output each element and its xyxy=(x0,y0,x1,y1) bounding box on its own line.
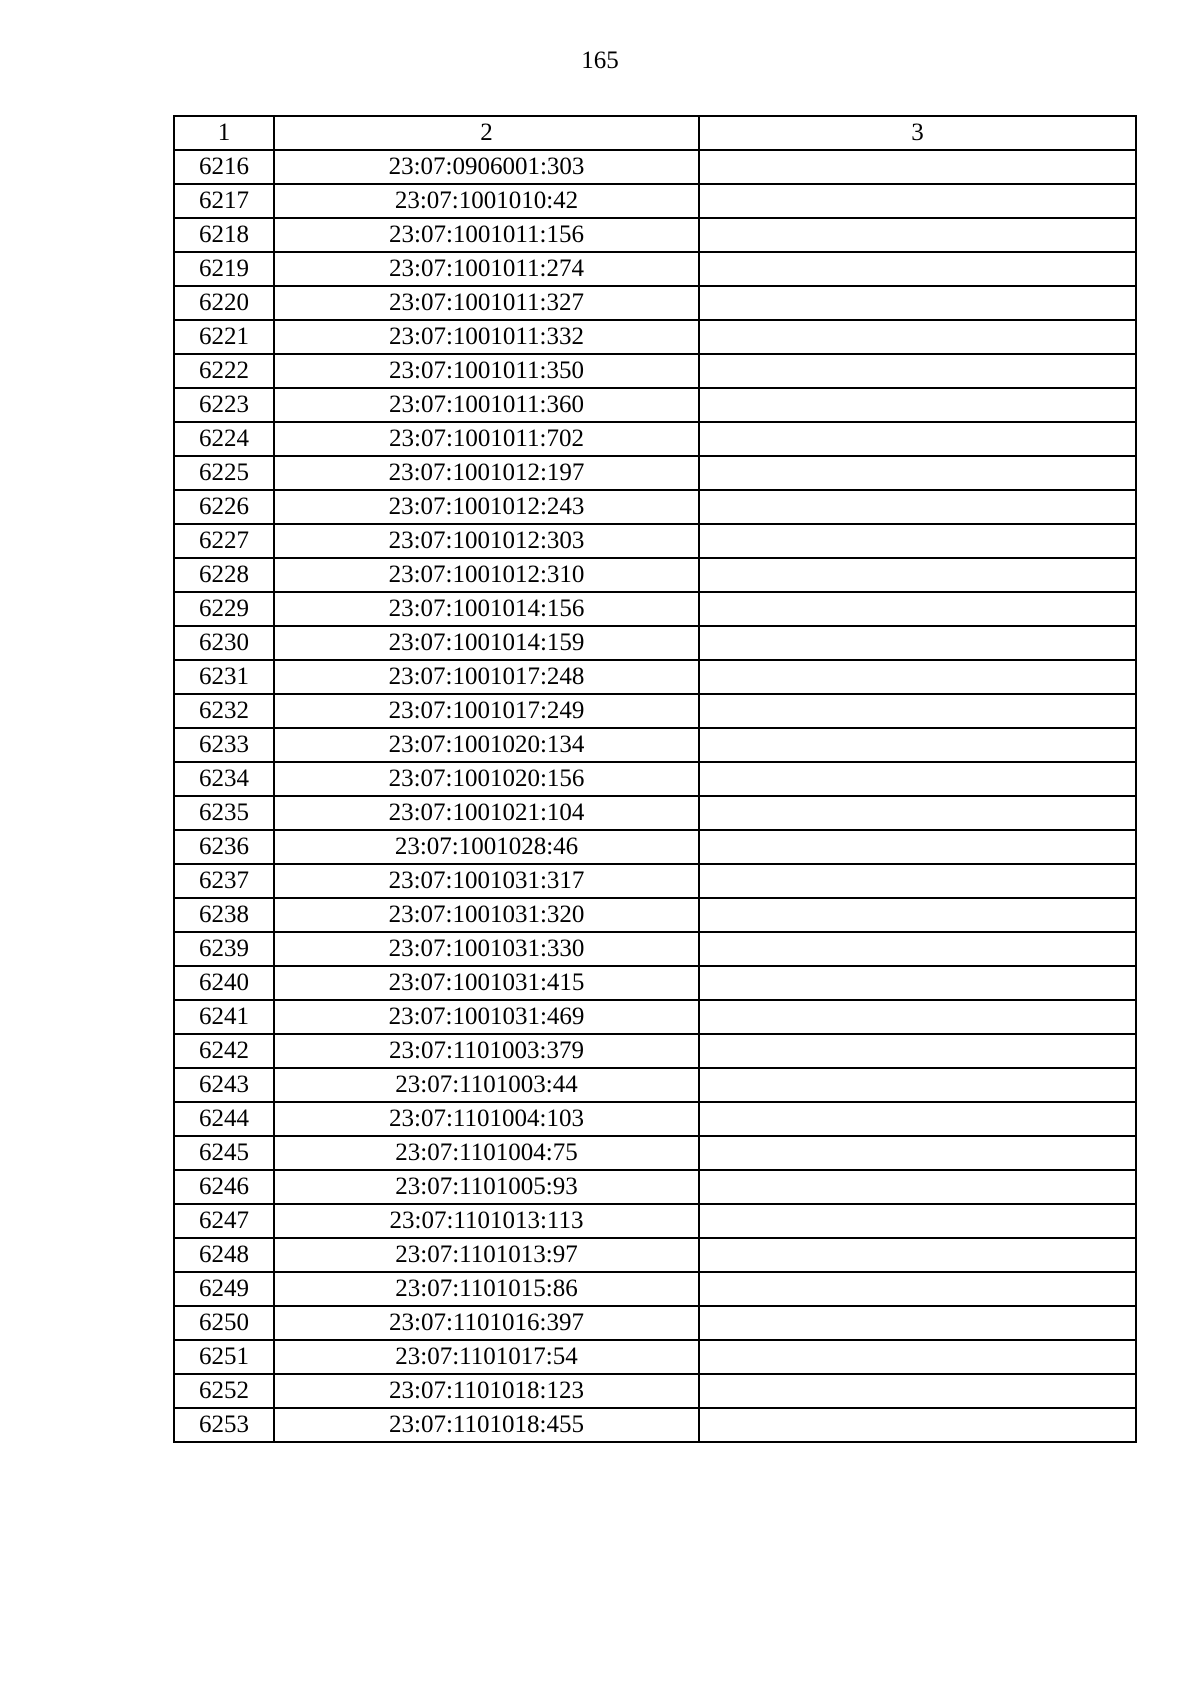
table-row xyxy=(174,1102,1136,1136)
note-cell xyxy=(699,286,1136,320)
note-cell xyxy=(699,558,1136,592)
cadastral-number-cell: 23:07:1001028:46 xyxy=(274,830,699,864)
cadastral-number-cell: 23:07:1001014:159 xyxy=(274,626,699,660)
table-row xyxy=(174,1034,1136,1068)
cadastral-number-cell: 23:07:1001011:332 xyxy=(274,320,699,354)
table-row xyxy=(174,660,1136,694)
cadastral-number-cell: 23:07:1001031:320 xyxy=(274,898,699,932)
row-number-cell: 6233 xyxy=(174,728,274,762)
column-header-2: 2 xyxy=(274,116,699,150)
cadastral-number-cell: 23:07:1101016:397 xyxy=(274,1306,699,1340)
cadastral-number-cell: 23:07:1101013:113 xyxy=(274,1204,699,1238)
row-number-cell: 6223 xyxy=(174,388,274,422)
table-row xyxy=(174,150,1136,184)
table-row xyxy=(174,762,1136,796)
cadastral-number-cell: 23:07:1001011:702 xyxy=(274,422,699,456)
note-cell xyxy=(699,966,1136,1000)
table-row xyxy=(174,932,1136,966)
note-cell xyxy=(699,1170,1136,1204)
row-number-cell: 6229 xyxy=(174,592,274,626)
row-number-cell: 6230 xyxy=(174,626,274,660)
row-number-cell: 6228 xyxy=(174,558,274,592)
note-cell xyxy=(699,320,1136,354)
note-cell xyxy=(699,592,1136,626)
cadastral-number-cell: 23:07:1101013:97 xyxy=(274,1238,699,1272)
note-cell xyxy=(699,694,1136,728)
row-number-cell: 6238 xyxy=(174,898,274,932)
row-number-cell: 6250 xyxy=(174,1306,274,1340)
table-header-row xyxy=(174,116,1136,150)
row-number-cell: 6220 xyxy=(174,286,274,320)
note-cell xyxy=(699,762,1136,796)
cadastral-number-cell: 23:07:1101017:54 xyxy=(274,1340,699,1374)
row-number-cell: 6242 xyxy=(174,1034,274,1068)
cadastral-number-cell: 23:07:1101015:86 xyxy=(274,1272,699,1306)
row-number-cell: 6227 xyxy=(174,524,274,558)
cadastral-number-cell: 23:07:1001011:360 xyxy=(274,388,699,422)
note-cell xyxy=(699,898,1136,932)
note-cell xyxy=(699,422,1136,456)
note-cell xyxy=(699,524,1136,558)
row-number-cell: 6235 xyxy=(174,796,274,830)
table-row xyxy=(174,1000,1136,1034)
table-row xyxy=(174,592,1136,626)
table-row xyxy=(174,694,1136,728)
row-number-cell: 6225 xyxy=(174,456,274,490)
table-row xyxy=(174,1170,1136,1204)
page-number: 165 xyxy=(581,47,619,74)
table-row xyxy=(174,728,1136,762)
row-number-cell: 6237 xyxy=(174,864,274,898)
registry-table xyxy=(173,115,1137,1443)
cadastral-number-cell: 23:07:1001011:156 xyxy=(274,218,699,252)
cadastral-number-cell: 23:07:1001021:104 xyxy=(274,796,699,830)
row-number-cell: 6239 xyxy=(174,932,274,966)
note-cell xyxy=(699,1340,1136,1374)
row-number-cell: 6248 xyxy=(174,1238,274,1272)
table-row xyxy=(174,864,1136,898)
cadastral-number-cell: 23:07:1101004:75 xyxy=(274,1136,699,1170)
note-cell xyxy=(699,218,1136,252)
note-cell xyxy=(699,184,1136,218)
cadastral-number-cell: 23:07:1101003:379 xyxy=(274,1034,699,1068)
row-number-cell: 6224 xyxy=(174,422,274,456)
note-cell xyxy=(699,728,1136,762)
row-number-cell: 6251 xyxy=(174,1340,274,1374)
cadastral-number-cell: 23:07:1001031:415 xyxy=(274,966,699,1000)
row-number-cell: 6217 xyxy=(174,184,274,218)
note-cell xyxy=(699,388,1136,422)
row-number-cell: 6218 xyxy=(174,218,274,252)
table-row xyxy=(174,1340,1136,1374)
note-cell xyxy=(699,1374,1136,1408)
table-row xyxy=(174,966,1136,1000)
table-row xyxy=(174,320,1136,354)
table-row xyxy=(174,1272,1136,1306)
note-cell xyxy=(699,1102,1136,1136)
column-header-1: 1 xyxy=(174,116,274,150)
table-body xyxy=(174,150,1136,1442)
table-row xyxy=(174,490,1136,524)
note-cell xyxy=(699,796,1136,830)
cadastral-number-cell: 23:07:1001012:197 xyxy=(274,456,699,490)
note-cell xyxy=(699,354,1136,388)
cadastral-number-cell: 23:07:1101003:44 xyxy=(274,1068,699,1102)
row-number-cell: 6241 xyxy=(174,1000,274,1034)
table-row xyxy=(174,286,1136,320)
cadastral-number-cell: 23:07:1001017:249 xyxy=(274,694,699,728)
table-row xyxy=(174,898,1136,932)
row-number-cell: 6247 xyxy=(174,1204,274,1238)
note-cell xyxy=(699,1000,1136,1034)
table-row xyxy=(174,1374,1136,1408)
cadastral-number-cell: 23:07:1001020:156 xyxy=(274,762,699,796)
cadastral-number-cell: 23:07:1101018:123 xyxy=(274,1374,699,1408)
cadastral-number-cell: 23:07:1001031:317 xyxy=(274,864,699,898)
note-cell xyxy=(699,1136,1136,1170)
cadastral-number-cell: 23:07:0906001:303 xyxy=(274,150,699,184)
table-header xyxy=(174,116,1136,150)
row-number-cell: 6219 xyxy=(174,252,274,286)
table-row xyxy=(174,1306,1136,1340)
note-cell xyxy=(699,490,1136,524)
note-cell xyxy=(699,456,1136,490)
note-cell xyxy=(699,1408,1136,1442)
cadastral-number-cell: 23:07:1001011:327 xyxy=(274,286,699,320)
cadastral-number-cell: 23:07:1001012:243 xyxy=(274,490,699,524)
note-cell xyxy=(699,1306,1136,1340)
row-number-cell: 6236 xyxy=(174,830,274,864)
note-cell xyxy=(699,626,1136,660)
table-row xyxy=(174,184,1136,218)
table-row xyxy=(174,1408,1136,1442)
table-row xyxy=(174,1136,1136,1170)
row-number-cell: 6221 xyxy=(174,320,274,354)
row-number-cell: 6252 xyxy=(174,1374,274,1408)
note-cell xyxy=(699,1272,1136,1306)
cadastral-number-cell: 23:07:1001012:303 xyxy=(274,524,699,558)
note-cell xyxy=(699,1034,1136,1068)
cadastral-number-cell: 23:07:1101018:455 xyxy=(274,1408,699,1442)
table-row xyxy=(174,422,1136,456)
table-row xyxy=(174,218,1136,252)
cadastral-number-cell: 23:07:1001012:310 xyxy=(274,558,699,592)
cadastral-number-cell: 23:07:1001031:330 xyxy=(274,932,699,966)
table-row xyxy=(174,626,1136,660)
note-cell xyxy=(699,1204,1136,1238)
note-cell xyxy=(699,864,1136,898)
cadastral-number-cell: 23:07:1001014:156 xyxy=(274,592,699,626)
note-cell xyxy=(699,830,1136,864)
table-row xyxy=(174,1238,1136,1272)
table-row xyxy=(174,558,1136,592)
table-row xyxy=(174,1204,1136,1238)
column-header-3: 3 xyxy=(699,116,1136,150)
note-cell xyxy=(699,1238,1136,1272)
note-cell xyxy=(699,252,1136,286)
note-cell xyxy=(699,660,1136,694)
table-row xyxy=(174,830,1136,864)
row-number-cell: 6249 xyxy=(174,1272,274,1306)
cadastral-number-cell: 23:07:1001011:350 xyxy=(274,354,699,388)
row-number-cell: 6243 xyxy=(174,1068,274,1102)
row-number-cell: 6246 xyxy=(174,1170,274,1204)
cadastral-number-cell: 23:07:1001020:134 xyxy=(274,728,699,762)
row-number-cell: 6216 xyxy=(174,150,274,184)
cadastral-number-cell: 23:07:1001011:274 xyxy=(274,252,699,286)
cadastral-number-cell: 23:07:1001031:469 xyxy=(274,1000,699,1034)
table-row xyxy=(174,524,1136,558)
note-cell xyxy=(699,150,1136,184)
row-number-cell: 6253 xyxy=(174,1408,274,1442)
row-number-cell: 6244 xyxy=(174,1102,274,1136)
cadastral-number-cell: 23:07:1101004:103 xyxy=(274,1102,699,1136)
row-number-cell: 6222 xyxy=(174,354,274,388)
table-row xyxy=(174,796,1136,830)
row-number-cell: 6234 xyxy=(174,762,274,796)
row-number-cell: 6245 xyxy=(174,1136,274,1170)
table-row xyxy=(174,1068,1136,1102)
cadastral-number-cell: 23:07:1001010:42 xyxy=(274,184,699,218)
note-cell xyxy=(699,1068,1136,1102)
row-number-cell: 6226 xyxy=(174,490,274,524)
cadastral-number-cell: 23:07:1101005:93 xyxy=(274,1170,699,1204)
table-row xyxy=(174,456,1136,490)
row-number-cell: 6232 xyxy=(174,694,274,728)
table-row xyxy=(174,388,1136,422)
cadastral-number-cell: 23:07:1001017:248 xyxy=(274,660,699,694)
table-row xyxy=(174,252,1136,286)
row-number-cell: 6240 xyxy=(174,966,274,1000)
note-cell xyxy=(699,932,1136,966)
table-row xyxy=(174,354,1136,388)
row-number-cell: 6231 xyxy=(174,660,274,694)
